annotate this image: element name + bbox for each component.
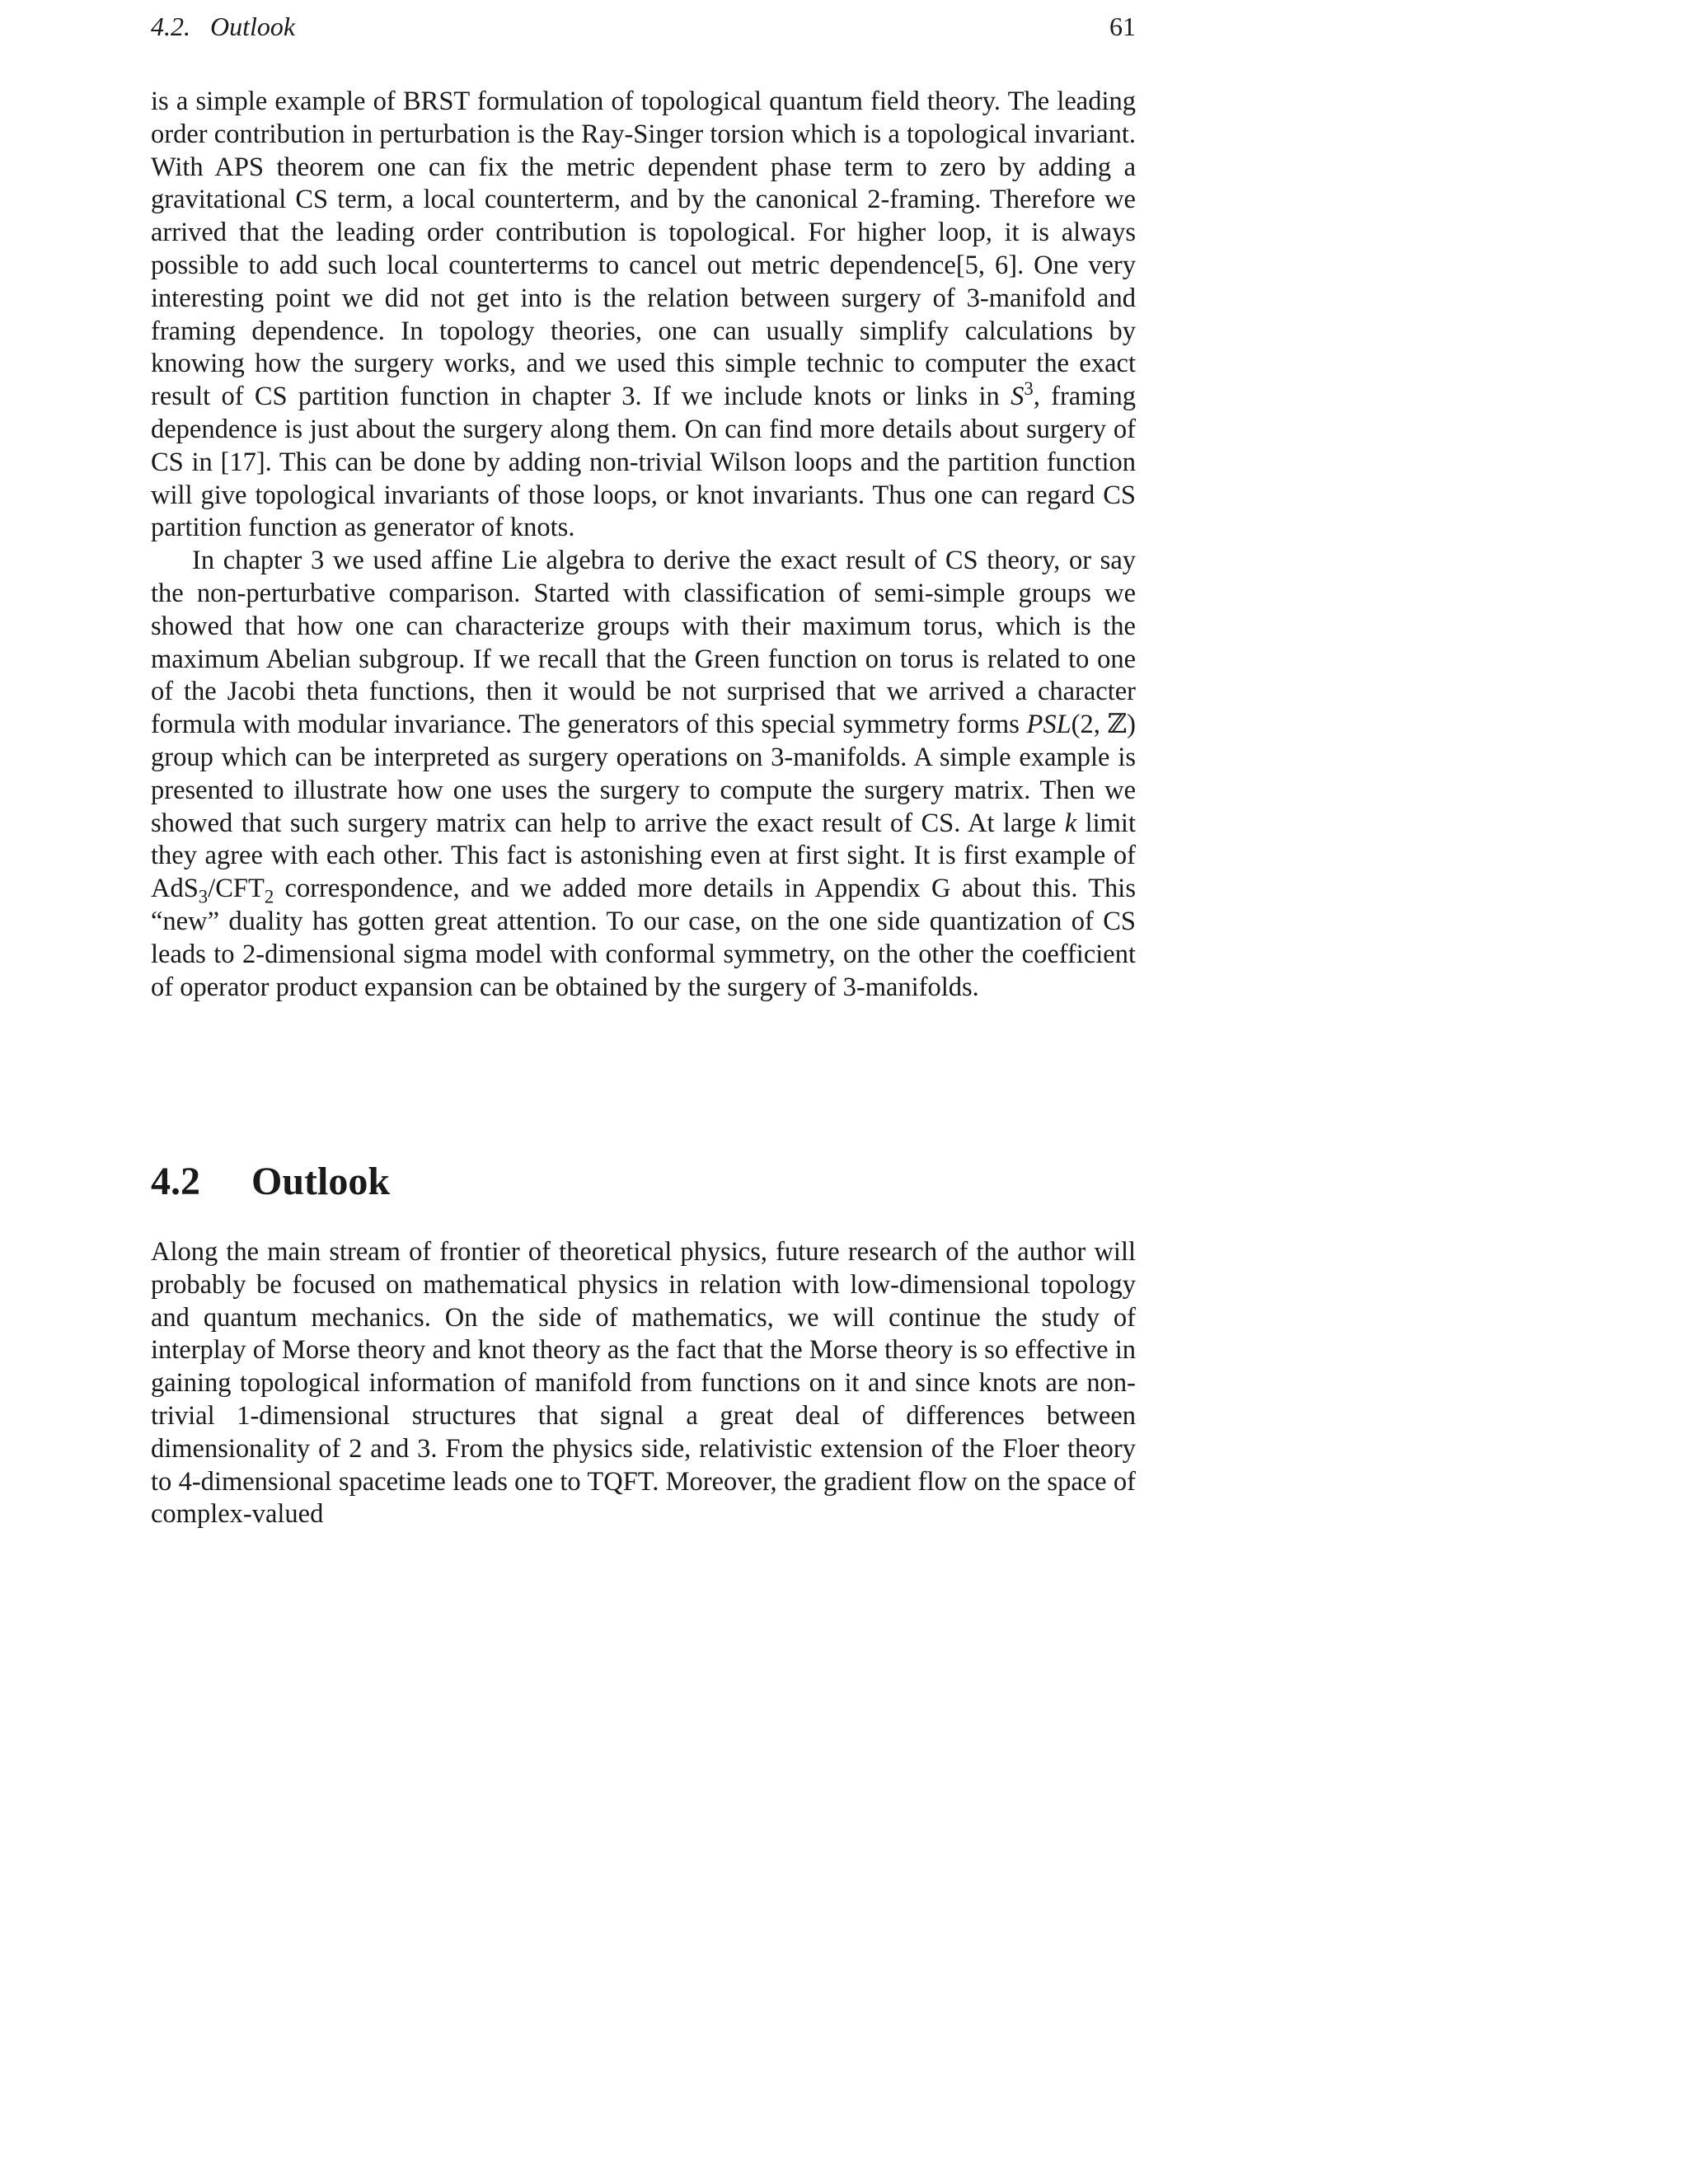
math-group-args: (2, ℤ): [1071, 710, 1137, 740]
outlook-body: [151, 1236, 1136, 1531]
text-run: /CFT: [208, 874, 265, 904]
text-run: is a simple example of BRST formulation of topological quantum field theory. The leading order contribution in perturbation is the Ray-Singer torsion which is a topological invariant. With APS theorem one can fix the metric dependent phase term to zero by adding a gravitational CS term, a local counterterm, and by the canonical 2-framing. Therefore we arrived that the leading order contribution is topological. For higher loop, it is always possible to add such local counterterms to cancel out metric dependence[5, 6]. One very interesting point we did not get into is the relation between surgery of 3-manifold and framing dependence. In topology theories, one can usually simplify calculations by knowing how the surgery works, and we used this simple technic to computer the exact result of CS partition function in chapter 3. If we include knots or links in: [151, 87, 1136, 412]
section-title: Outlook: [251, 1160, 391, 1203]
section-heading: [151, 1157, 1136, 1207]
math-subscript: 2: [264, 886, 274, 907]
math-superscript: 3: [1024, 378, 1034, 400]
running-head-section: 4.2. Outlook: [151, 12, 296, 41]
text-run: correspondence, and we added more details in Appendix G about this. This “new” duality has gotten great attention. To our case, on the one side quantization of CS leads to 2-dimensional sigma model with conformal symmetry, on the other the coefficient of operator product expansion can be obtained by the surgery of 3-manifolds.: [151, 874, 1136, 1002]
math-group-psl: PSL: [1026, 710, 1071, 740]
text-run: In chapter 3 we used affine Lie algebra to derive the exact result of CS theory, or say the non-perturbative comparison. Started with classification of semi-simple groups we showed that how one can characterize groups with their maximum torus, which is the maximum Abelian subgroup. If we recall that the Green function on torus is related to one of the Jacobi theta functions, then it would be not surprised that we arrived a character formula with modular invariance. The generators of this special symmetry forms: [151, 546, 1136, 740]
body-text: [151, 86, 1136, 1004]
paragraph-outlook: Along the main stream of frontier of theoretical physics, future research of the author will probably be focused on mathematical physics in relation with low-dimensional topology and quantum mechanics. On the side of mathematics, we will continue the study of interplay of Morse theory and knot theory as the fact that the Morse theory is so effective in gaining topological information of manifold from functions on it and since knots are non-trivial 1-dimensional structures that signal a great deal of differences between dimensionality of 2 and 3. From the physics side, relativistic extension of the Floer theory to 4-dimensional spacetime leads one to TQFT. Moreover, the gradient flow on the space of complex-valued: [151, 1237, 1136, 1530]
math-symbol-s: S: [1010, 382, 1025, 412]
paragraph-affine-lie-algebra: [151, 545, 1136, 1004]
running-head: [151, 8, 1136, 45]
math-subscript: 3: [198, 886, 209, 907]
text-run: limit they agree with each other. This fact is astonishing even at first sight. It is first example of AdS: [151, 808, 1136, 904]
paragraph-surgery-framing: [151, 86, 1136, 545]
math-symbol-k: k: [1064, 808, 1077, 838]
page-number: 61: [1109, 12, 1136, 41]
section-number: 4.2: [151, 1160, 200, 1203]
text-run: , framing dependence is just about the surgery along them. On can find more details about surgery of CS in [17]. This can be done by adding non-trivial Wilson loops and the partition function will give topological invariants of those loops, or knot invariants. Thus one can regard CS partition function as generator of knots.: [151, 382, 1137, 543]
text-run: group which can be interpreted as surgery operations on 3-manifolds. A simple example is presented to illustrate how one uses the surgery to compute the surgery matrix. Then we showed that such surgery matrix can help to arrive the exact result of CS. At large: [151, 742, 1136, 838]
